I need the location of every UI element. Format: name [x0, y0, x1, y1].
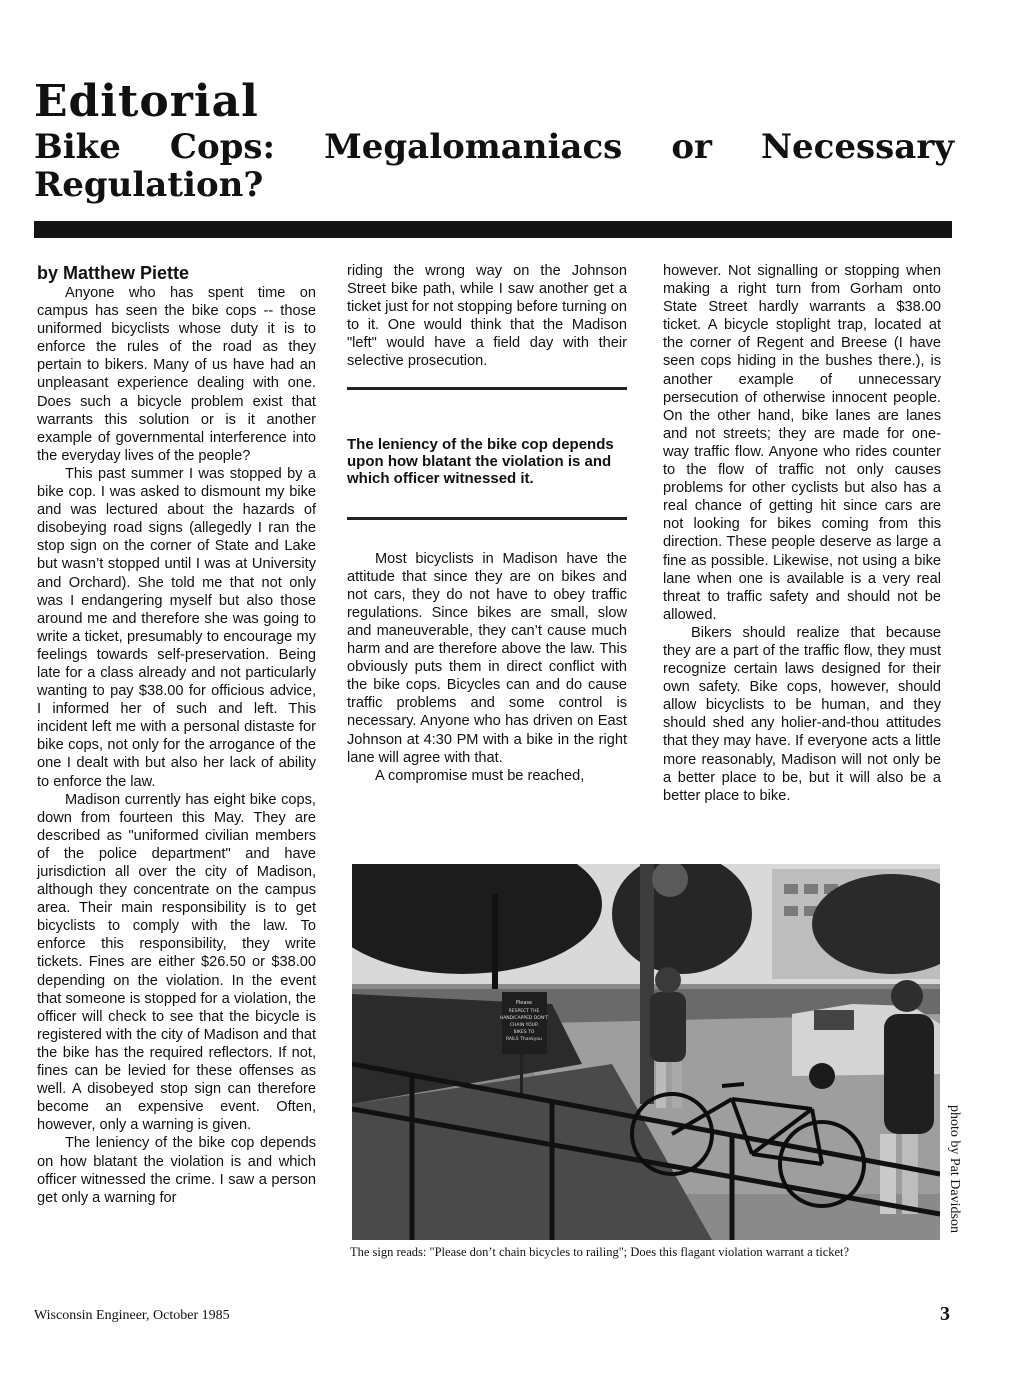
paragraph: This past summer I was stopped by a bike cop. I was asked to dismount my bike and was lectured about the hazards of disobeying road signs (allegedly I ran the stop sign on the corner of State and Lake but wasn’t stopped until I was at University and Orchard). She told me that not only was I endangering myself but also those around me and therefore she was going to write a ticket, presumably to encourage my feelings towards self-preservation. Being late for a class already and not particularly wanting to pay $38.00 for officious advice, I informed her of such and left. This incident left me with a personal distaste for bike cops, not only for the arrogance of the one I dealt with but also her lack of ability to enforce the law.: [37, 465, 316, 790]
header-rule-bar: [34, 221, 952, 238]
paragraph: Madison currently has eight bike cops, down from fourteen this May. They are described as "uniformed civilian members of the police department" and have jurisdiction all over the city of Madison, although they concentrate on the campus area. Their main responsibility is to get bicyclists to comply with the law. To enforce this responsibility, they write tickets. Fines are either $26.50 or $38.00 depending on the violation. In the event that someone is stopped for a violation, the officer will check to see that the bicycle is registered with the city of Madison and that the bike has the required reflectors. If not, fines can be levied for these offenses as well. A disobeyed stop sign can therefore become an expensive event. Often, however, only a warning is given.: [37, 791, 316, 1134]
sign-text-line: BIKES TO: [513, 1030, 535, 1035]
paragraph: however. Not signalling or stopping when making a right turn from Gorham onto State Street hardly warrants a $38.00 ticket. A bicycle stoplight trap, located at the corner of Regent and Breese (I have seen cops hiding in the bushes there.), is another example of unnecessary persecution of otherwise innocent people. On the other hand, bike lanes are lanes and not streets; they are made for one-way traffic flow. Anyone who rides counter to the flow of traffic not only causes problems for other cyclists but also has a real chance of getting hit since cars are not looking for bikes coming from this direction. These people deserve as large a fine as possible. Likewise, not using a bike lane when one is available is a very real threat to traffic safety and should not be allowed.: [663, 263, 941, 623]
paragraph: Bikers should realize that because they are a part of the traffic flow, they must recognize certain laws designed for their own safety. Bike cops, however, should allow bicyclists to be human, and they should shed any holier-and-thou attitudes that they may have. If everyone acts a little more reasonably, Madison will not only be a better place to be, but it will also be a better place to bike.: [663, 624, 941, 804]
paragraph: riding the wrong way on the Johnson Street bike path, while I saw another get a ticket just for not stopping before turning on to it. One would think that the Madison "left" would have a field day with their selective prosecution.: [347, 263, 627, 370]
photo-caption: The sign reads: "Please don’t chain bicycles to railing"; Does this flagant violation warrant a ticket?: [350, 1245, 850, 1259]
svg-text:Please: Please: [515, 1000, 533, 1006]
paragraph: Most bicyclists in Madison have the attitude that since they are on bikes and not cars, they do not have to obey traffic regulations. Since bikes are small, slow and maneuverable, they can’t cause much harm and are therefore above the law. This obviously puts them in direct conflict with the bike cops. Bicycles can and do cause traffic problems and some control is necessary. Anyone who has driven on East Johnson at 4:30 PM with a bike in the right lane will agree with that.: [347, 550, 627, 766]
paragraph: The leniency of the bike cop depends on how blatant the violation is and which officer witnessed the crime. I saw a person get only a warning for: [37, 1135, 316, 1206]
pullquote: The leniency of the bike cop depends upon how blatant the violation is and which officer witnessed it.: [347, 435, 614, 487]
sign-text-line: RAILS Thankyou: [505, 1037, 543, 1042]
headline: Bike Cops: Megalomaniacs or Necessary Regulation?: [34, 127, 954, 205]
pullquote-rule-top: [347, 387, 627, 390]
column-1: [37, 262, 316, 1207]
paragraph: A compromise must be reached,: [375, 767, 585, 784]
sign-text-line: CHAIN YOUR: [509, 1023, 539, 1028]
byline: by Matthew Piette: [37, 263, 190, 283]
street-photo: [352, 864, 940, 1240]
footer-publication: Wisconsin Engineer, October 1985: [34, 1308, 230, 1323]
sign-text-line: HANDICAPPED DON'T: [499, 1016, 549, 1021]
sign-text-line: RESPECT THE: [508, 1009, 540, 1014]
page-number: 3: [940, 1303, 950, 1325]
column-2: [347, 262, 627, 785]
section-title: Editorial: [34, 76, 259, 127]
column-3: [663, 262, 941, 805]
paragraph: Anyone who has spent time on campus has seen the bike cops -- those uniformed bicyclists whose duty it is to enforce the rules of the road as they pertain to bikers. Many of us have had an unpleasant experience dealing with one. Does such a bicycle problem exist that warrants this solution or is it another example of governmental interference into the everyday lives of the people?: [37, 285, 316, 464]
photo-credit: photo by Pat Davidson: [947, 1105, 962, 1233]
